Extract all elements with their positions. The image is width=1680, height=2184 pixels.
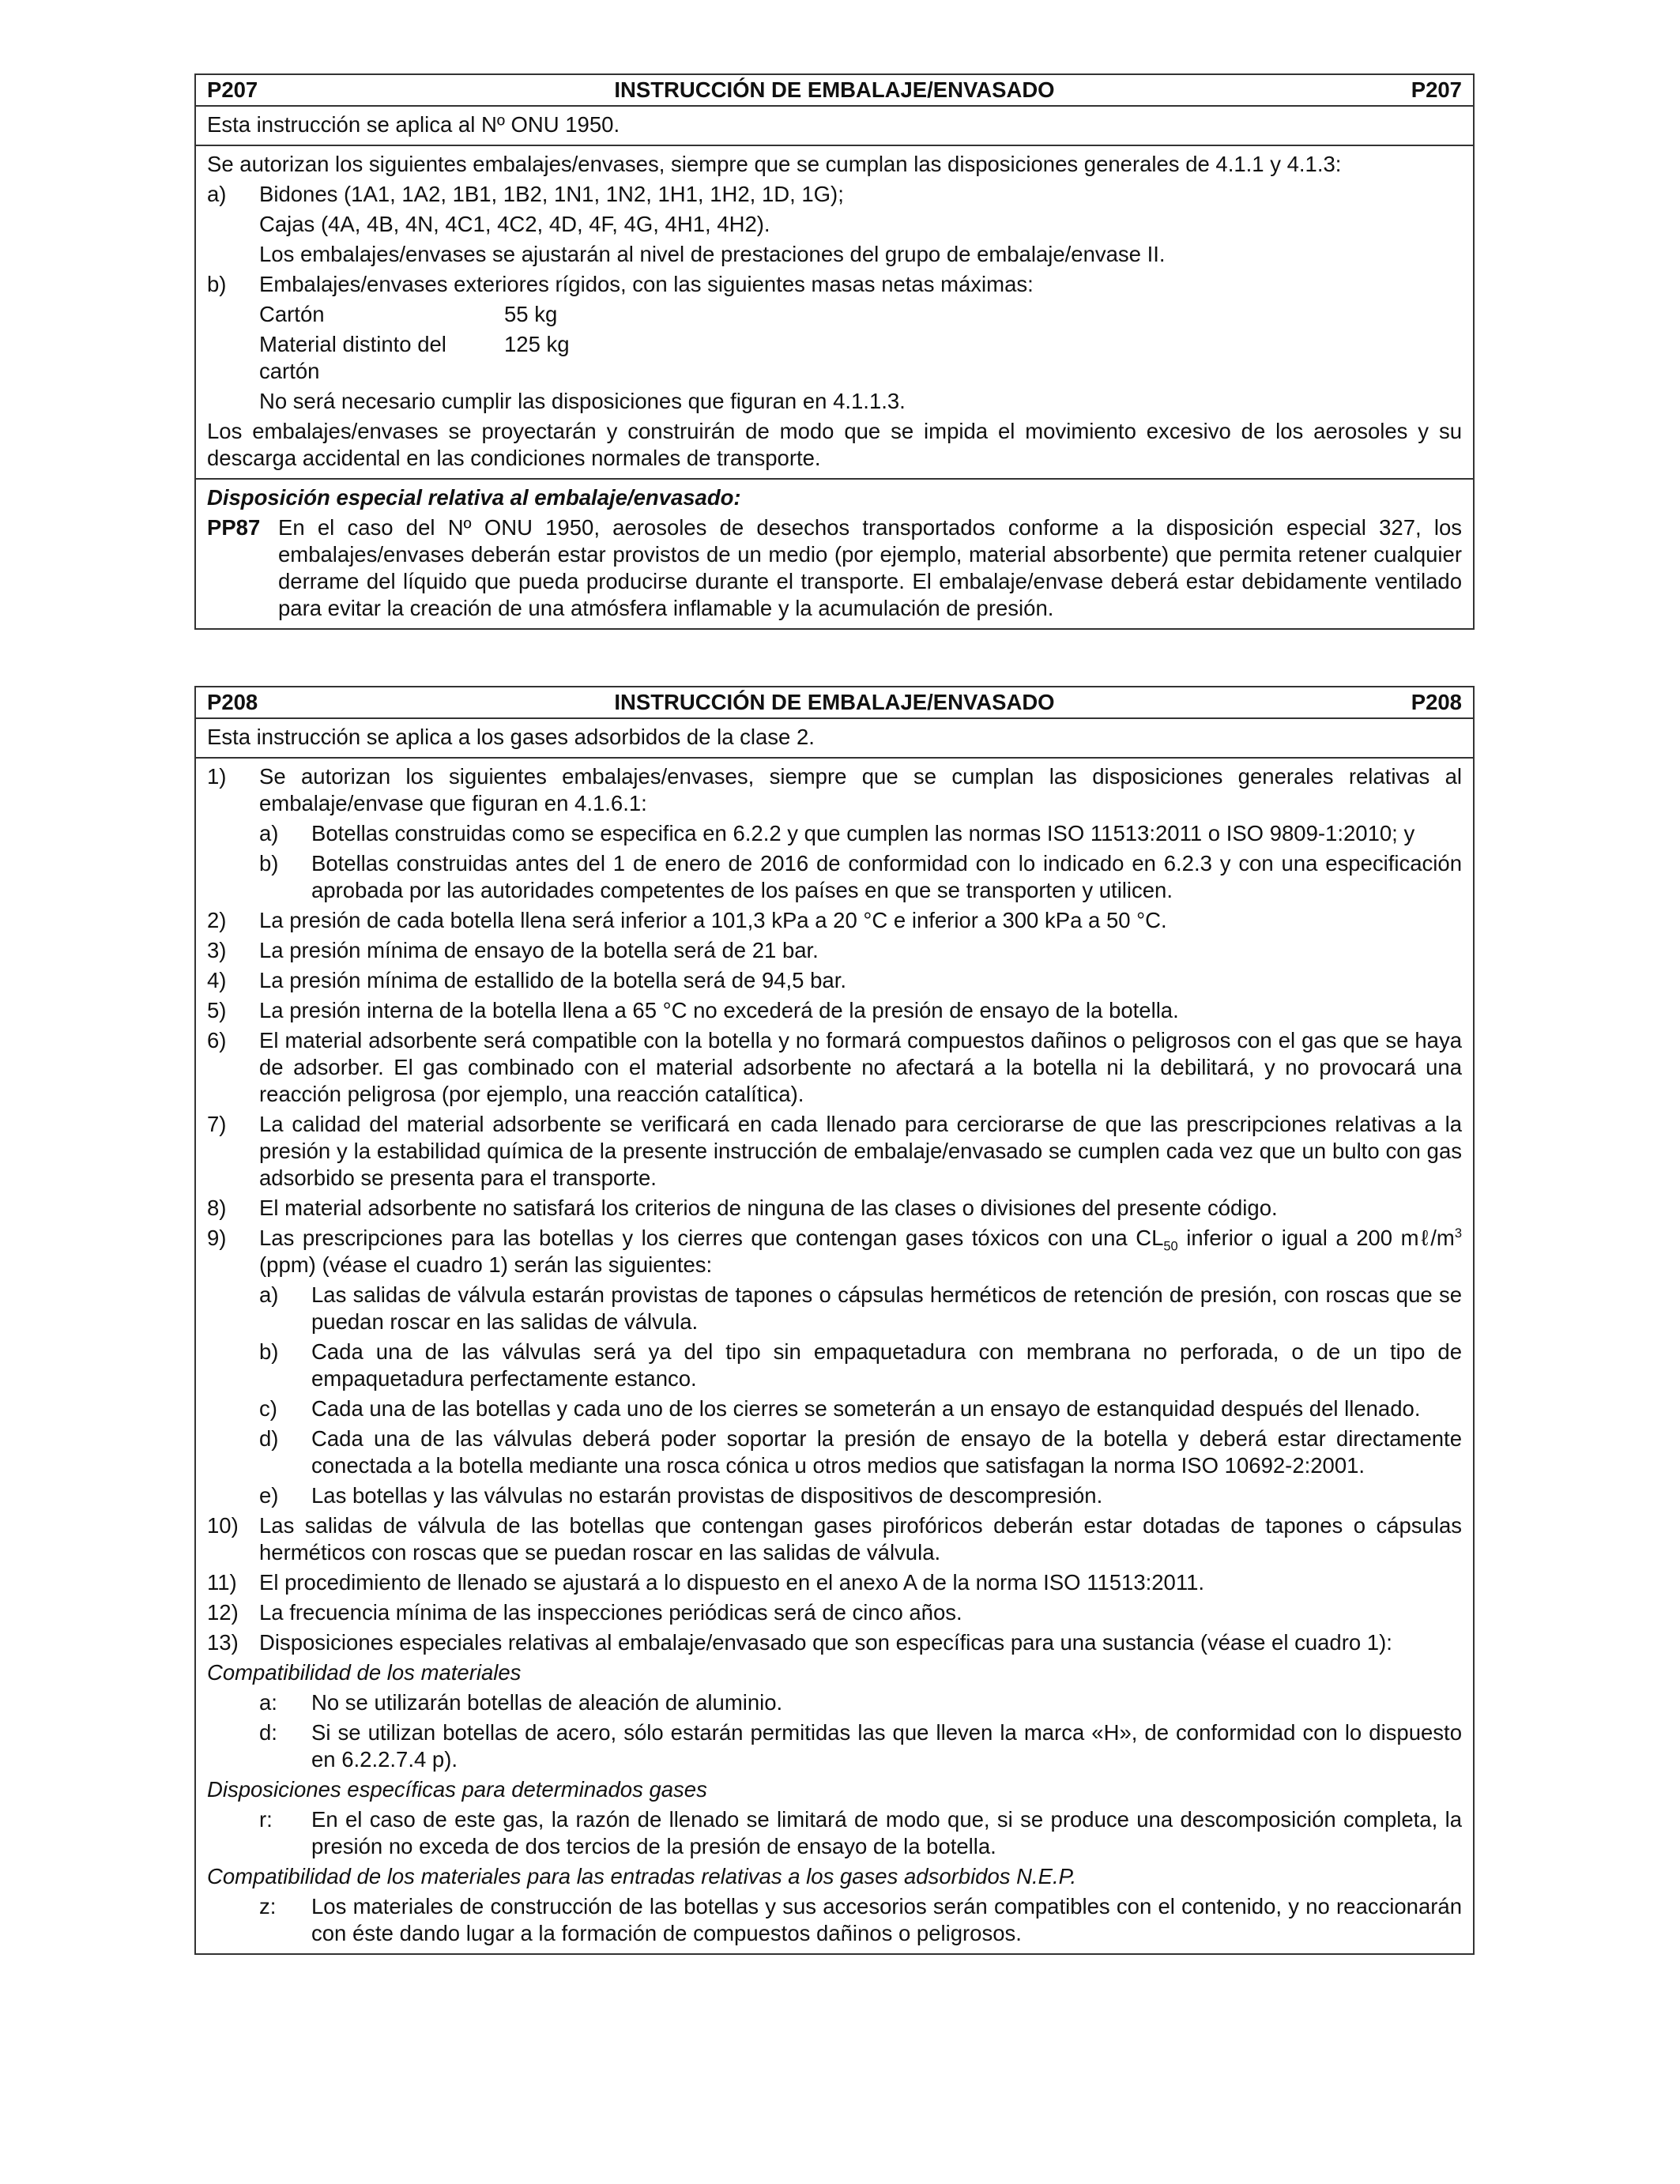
item-text: En el caso de este gas, la razón de llenado se limitará de modo que, si se produce una descomposición completa, la presión no exceda de dos tercios de la presión de ensayo de la botella. <box>311 1807 1462 1858</box>
subscript: 50 <box>1163 1239 1178 1254</box>
mass-value: 55 kg <box>504 302 558 326</box>
item-text: La presión de cada botella llena será inferior a 101,3 kPa a 20 °C e inferior a 300 kPa a 50 °C. <box>259 908 1167 932</box>
item-label: 13) <box>207 1630 239 1655</box>
superscript: 3 <box>1454 1226 1462 1241</box>
sub-item <box>259 1339 1462 1392</box>
sub-item <box>259 820 1462 847</box>
sub-item <box>259 1425 1462 1479</box>
pp87 <box>207 514 1462 622</box>
p208-title: INSTRUCCIÓN DE EMBALAJE/ENVASADO <box>614 690 1055 714</box>
item-label: 8) <box>207 1196 227 1220</box>
item-text: Botellas construidas antes del 1 de enero de 2016 de conformidad con lo indicado en 6.2.3 y con una especificación aprobada por las autoridades competentes de los países en que se transporten y utilicen. <box>311 851 1462 902</box>
item-label: 2) <box>207 908 227 932</box>
item-text: Las salidas de válvula estarán provistas de tapones o cápsulas herméticos de retención de presión, con roscas que se puedan roscar en las salidas de válvula. <box>311 1282 1462 1334</box>
p208-code-right: P208 <box>1411 690 1462 714</box>
list-item <box>207 763 1462 817</box>
list-item <box>207 1027 1462 1108</box>
item-text: Disposiciones especiales relativas al embalaje/envasado que son específicas para una sustancia (véase el cuadro 1): <box>259 1630 1392 1655</box>
section-heading: Disposiciones específicas para determinados gases <box>207 1777 707 1802</box>
item-text: Cajas (4A, 4B, 4N, 4C1, 4C2, 4D, 4F, 4G, 4H1, 4H2). <box>259 212 770 236</box>
item-text: Cada una de las botellas y cada uno de los cierres se someterán a un ensayo de estanquidad después del llenado. <box>311 1396 1421 1421</box>
item-label: 7) <box>207 1112 227 1136</box>
item-label: 4) <box>207 968 227 992</box>
item-label: 12) <box>207 1600 239 1625</box>
p207-applies <box>196 107 1473 146</box>
list-item <box>207 937 1462 964</box>
item-label: c) <box>259 1396 277 1421</box>
item-text: Si se utilizan botellas de acero, sólo estarán permitidas las que lleven la marca «H», de conformidad con lo dispuesto en 6.2.2.7.4 p). <box>311 1720 1462 1772</box>
item-text: Bidones (1A1, 1A2, 1B1, 1B2, 1N1, 1N2, 1H1, 1H2, 1D, 1G); <box>259 182 844 206</box>
item-text: Los materiales de construcción de las botellas y sus accesorios serán compatibles con el contenido, y no reaccionarán con éste dando lugar a la formación de compuestos dañinos o peligrosos. <box>311 1894 1462 1945</box>
provision-item <box>259 1806 1462 1860</box>
text-part: (ppm) (véase el cuadro 1) serán las siguientes: <box>259 1252 713 1277</box>
p207-code-left: P207 <box>207 77 258 102</box>
item-text: La frecuencia mínima de las inspecciones periódicas será de cinco años. <box>259 1600 962 1625</box>
item-label: 5) <box>207 998 227 1022</box>
item-text: El procedimiento de llenado se ajustará a lo dispuesto en el anexo A de la norma ISO 11513:2011. <box>259 1570 1205 1595</box>
p208-code-left: P208 <box>207 690 258 714</box>
item-label: e) <box>259 1483 279 1508</box>
p207-special <box>196 480 1473 628</box>
applies-text: Esta instrucción se aplica al Nº ONU 1950. <box>207 112 620 137</box>
item-label: d) <box>259 1426 279 1451</box>
item-label: 1) <box>207 764 227 789</box>
mass-value: 125 kg <box>504 332 570 356</box>
list-item <box>207 967 1462 994</box>
item-label: z: <box>259 1894 277 1919</box>
item-text: El material adsorbente será compatible con la botella y no formará compuestos dañinos o peligrosos con el gas que se haya de adsorber. El gas combinado con el material adsorbente no afectará a la botella ni la debilitará, y no provocará una reacción peligrosa (por ejemplo, una reacción catalítica). <box>259 1028 1462 1106</box>
item-text: Botellas construidas como se especifica en 6.2.2 y que cumplen las normas ISO 11513:2011 o ISO 9809-1:2010; y <box>311 821 1415 845</box>
list-item <box>207 1225 1462 1278</box>
sub-item <box>259 1282 1462 1335</box>
p208-table <box>194 686 1475 1955</box>
p208-body <box>196 759 1473 1953</box>
provision-item <box>259 1689 1462 1716</box>
p208-header <box>196 687 1473 719</box>
text-part: Las prescripciones para las botellas y los cierres que contengan gases tóxicos con una CL <box>259 1226 1164 1250</box>
item-text: Las salidas de válvula de las botellas que contengan gases pirofóricos deberán estar dotadas de tapones o cápsulas herméticos con roscas que se puedan roscar en las salidas de válvula. <box>259 1513 1462 1565</box>
special-heading: Disposición especial relativa al embalaje/envasado: <box>207 485 741 510</box>
item-label: d: <box>259 1720 277 1745</box>
item-text: No se utilizarán botellas de aleación de aluminio. <box>311 1690 783 1715</box>
item-text: No será necesario cumplir las disposiciones que figuran en 4.1.1.3. <box>259 389 906 413</box>
item-label: 11) <box>207 1570 237 1595</box>
mass-material: Cartón <box>259 302 325 326</box>
p208-applies <box>196 719 1473 759</box>
p207-code-right: P207 <box>1411 77 1462 102</box>
item-label: 9) <box>207 1226 227 1250</box>
item-label: a: <box>259 1690 277 1715</box>
intro-text: Se autorizan los siguientes embalajes/envases, siempre que se cumplan las disposiciones generales de 4.1.1 y 4.1.3: <box>207 152 1342 176</box>
list-item <box>207 1512 1462 1566</box>
mass-row <box>259 301 1462 328</box>
list-item <box>207 1629 1462 1656</box>
sub-item <box>259 850 1462 904</box>
mass-row <box>259 331 1462 385</box>
p207-header <box>196 75 1473 107</box>
item-label: r: <box>259 1807 273 1832</box>
design-text: Los embalajes/envases se proyectarán y construirán de modo que se impida el movimiento excesivo de los aerosoles y su descarga accidental en las condiciones normales de transporte. <box>207 419 1462 470</box>
list-item <box>207 1569 1462 1596</box>
item-label: a) <box>259 1282 279 1307</box>
applies-text: Esta instrucción se aplica a los gases adsorbidos de la clase 2. <box>207 725 815 749</box>
p207-body <box>196 146 1473 480</box>
item-text: La presión interna de la botella llena a 65 °C no excederá de la presión de ensayo de la botella. <box>259 998 1179 1022</box>
section-heading: Compatibilidad de los materiales <box>207 1660 522 1685</box>
list-item <box>207 997 1462 1024</box>
item-b <box>207 271 1462 298</box>
list-item <box>207 1599 1462 1626</box>
provision-item <box>259 1893 1462 1947</box>
item-label: a) <box>259 821 279 845</box>
item-text: La calidad del material adsorbente se verificará en cada llenado para cerciorarse de que las prescripciones relativas a la presión y la estabilidad química de la presente instrucción de embalaje/envasado se cumplen cada vez que un bulto con gas adsorbido se presenta para el transporte. <box>259 1112 1462 1190</box>
item-text: Se autorizan los siguientes embalajes/envases, siempre que se cumplan las disposiciones generales relativas al embalaje/envase que figuran en 4.1.6.1: <box>259 764 1462 815</box>
sub-item <box>259 1482 1462 1509</box>
item-label: b) <box>259 851 279 875</box>
item-label: 3) <box>207 938 227 962</box>
list-item <box>207 1195 1462 1222</box>
item-text: El material adsorbente no satisfará los criterios de ninguna de las clases o divisiones del presente código. <box>259 1196 1278 1220</box>
item-label: 10) <box>207 1513 239 1538</box>
item-text: Cada una de las válvulas deberá poder soportar la presión de ensayo de la botella y deberá estar directamente conectada a la botella mediante una rosca cónica u otros medios que satisfagan la norma ISO 10692-2:2001. <box>311 1426 1462 1478</box>
provision-item <box>259 1719 1462 1773</box>
item-text: La presión mínima de estallido de la botella será de 94,5 bar. <box>259 968 846 992</box>
item-text: Embalajes/envases exteriores rígidos, con las siguientes masas netas máximas: <box>259 272 1034 296</box>
item-text: La presión mínima de ensayo de la botella será de 21 bar. <box>259 938 819 962</box>
item-label: b) <box>207 272 227 296</box>
pp87-label: PP87 <box>207 515 261 540</box>
list-item <box>207 907 1462 934</box>
item-label: 6) <box>207 1028 227 1052</box>
item-text: Las botellas y las válvulas no estarán provistas de dispositivos de descompresión. <box>311 1483 1103 1508</box>
item-label: b) <box>259 1339 279 1364</box>
text-part: inferior o igual a 200 mℓ/m <box>1177 1226 1455 1250</box>
sub-item <box>259 1395 1462 1422</box>
section-heading: Compatibilidad de los materiales para las entradas relativas a los gases adsorbidos N.E.P. <box>207 1864 1077 1888</box>
mass-material: Material distinto del cartón <box>259 332 446 383</box>
item-text <box>259 1225 1462 1278</box>
item-text: Los embalajes/envases se ajustarán al nivel de prestaciones del grupo de embalaje/envase II. <box>259 242 1166 266</box>
item-text: Cada una de las válvulas será ya del tipo sin empaquetadura con membrana no perforada, o de un tipo de empaquetadura perfectamente estanco. <box>311 1339 1462 1391</box>
list-item <box>207 1111 1462 1192</box>
pp87-text: En el caso del Nº ONU 1950, aerosoles de desechos transportados conforme a la disposición especial 327, los embalajes/envases deberán estar provistos de un medio (por ejemplo, material absorbente) que permita retener cualquier derrame del líquido que pueda producirse durante el transporte. El embalaje/envase deberá estar debidamente ventilado para evitar la creación de una atmósfera inflamable y la acumulación de presión. <box>278 515 1462 620</box>
p207-title: INSTRUCCIÓN DE EMBALAJE/ENVASADO <box>614 77 1055 102</box>
item-label: a) <box>207 182 227 206</box>
item-a <box>207 181 1462 208</box>
p207-table <box>194 73 1475 630</box>
